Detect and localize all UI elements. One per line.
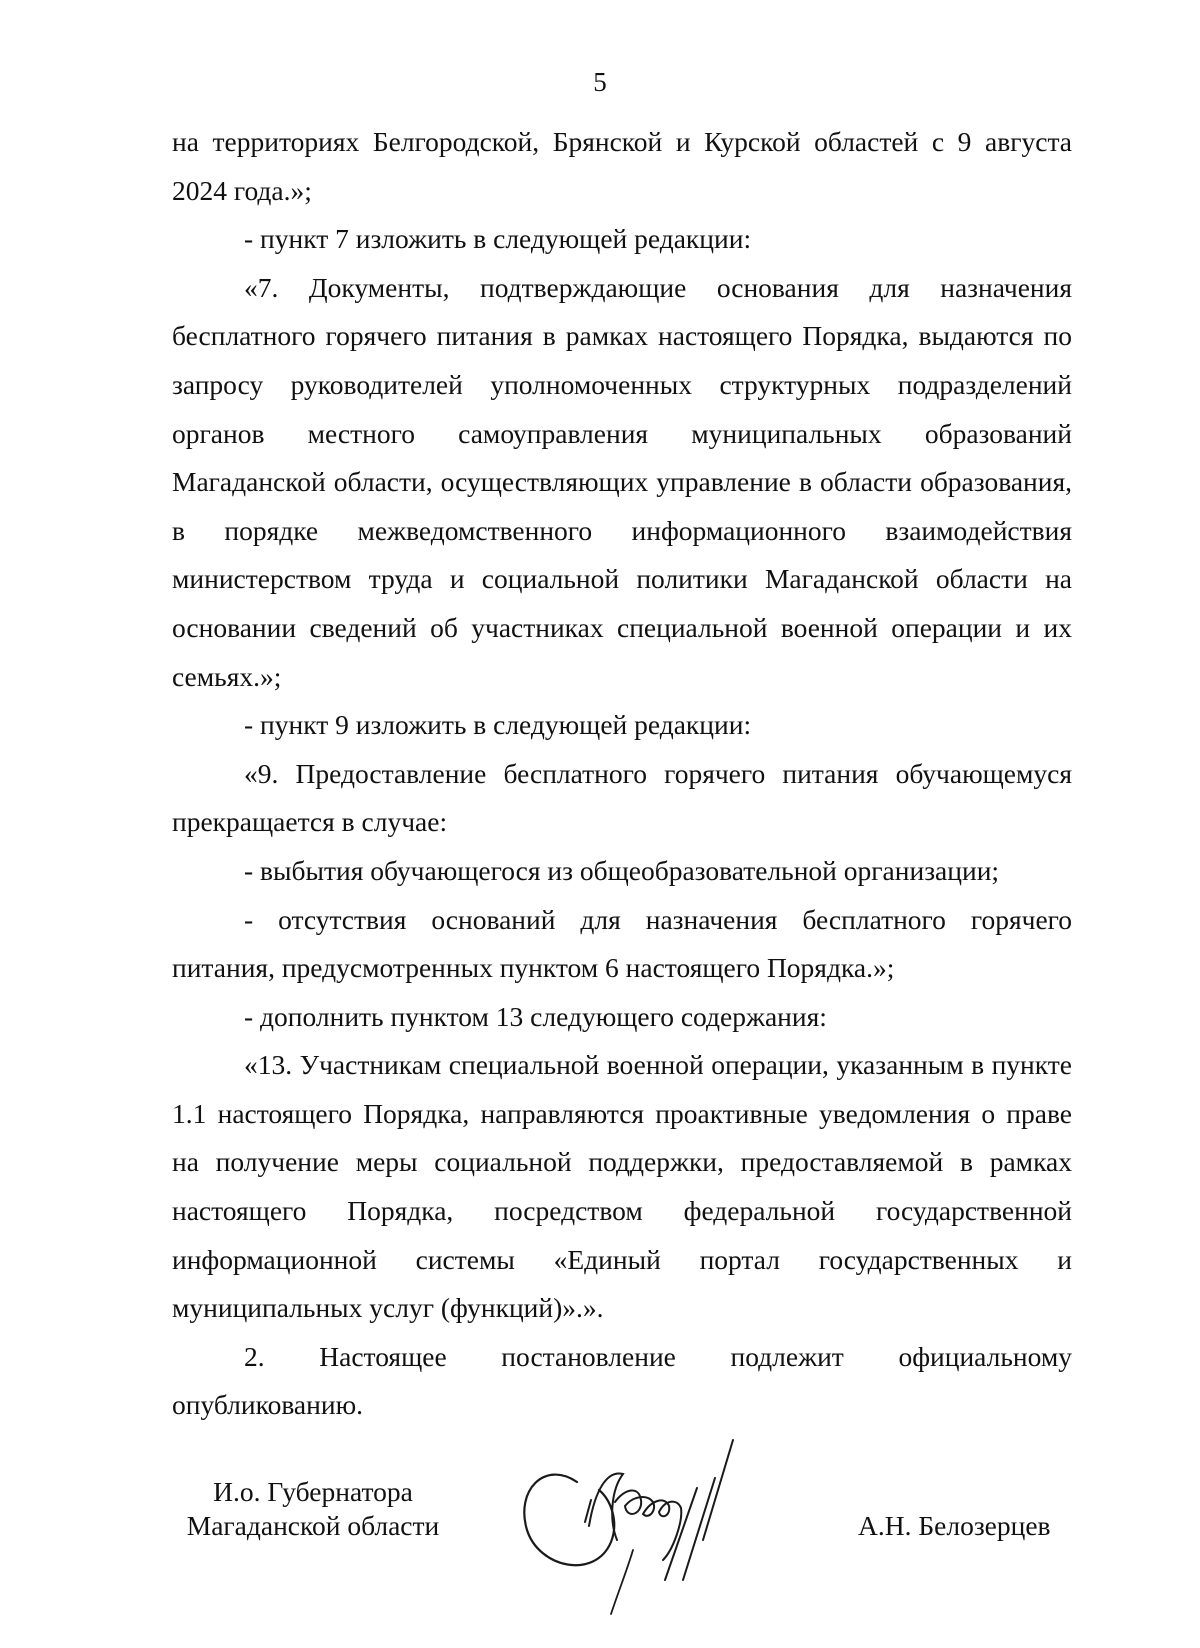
signer-title <box>168 1475 458 1543</box>
paragraph-item-7: «7. Документы, подтверждающие основания для назначения бесплатного горячего питания в рамках настоящего Порядка, выдаются по запросу руководителей уполномоченных структурных подразделений органов местного самоуправления муниципальных образований Магаданской области, осуществляющих управление в области образования, в порядке межведомственного информационного взаимодействия министерством труда и социальной политики Магаданской области на основании сведений об участниках специальной военной операции и их семьях.»; <box>172 271 1072 692</box>
paragraph-item-9-case-2: - отсутствия оснований для назначения бесплатного горячего питания, предусмотренных пунктом 6 настоящего Порядка.»; <box>172 903 1072 984</box>
paragraph-item-7-intro: - пункт 7 изложить в следующей редакции: <box>244 223 752 255</box>
paragraph-item-9: «9. Предоставление бесплатного горячего питания обучающемуся прекращается в случае: <box>172 757 1072 838</box>
signer-title-line-2: Магаданской области <box>186 1510 440 1541</box>
handwritten-signature <box>515 1430 775 1620</box>
paragraph-item-9-intro: - пункт 9 изложить в следующей редакции: <box>244 709 752 741</box>
page-number: 5 <box>593 67 607 97</box>
signature-block <box>0 1460 1200 1610</box>
signer-title-line-1: И.о. Губернатора <box>213 1476 413 1507</box>
paragraph-item-13: «13. Участникам специальной военной операции, указанным в пункте 1.1 настоящего Порядка, направляются проактивные уведомления о праве на получение меры социальной поддержки, предоставляемой в рамках настоящего Порядка, посредством федеральной государственной информационной системы «Единый портал государственных и муниципальных услуг (функций)».». <box>172 1049 1072 1324</box>
paragraph-item-13-intro: - дополнить пунктом 13 следующего содержания: <box>244 1000 827 1032</box>
document-body <box>172 118 1072 1430</box>
signer-name: А.Н. Белозерцев <box>858 1510 1051 1541</box>
paragraph-item-9-case-1: - выбытия обучающегося из общеобразовательной организации; <box>244 854 1000 886</box>
paragraph-continuation: на территориях Белгородской, Брянской и Курской областей с 9 августа 2024 года.»; <box>172 126 1072 206</box>
paragraph-publication: 2. Настоящее постановление подлежит официальному опубликованию. <box>172 1340 1072 1421</box>
